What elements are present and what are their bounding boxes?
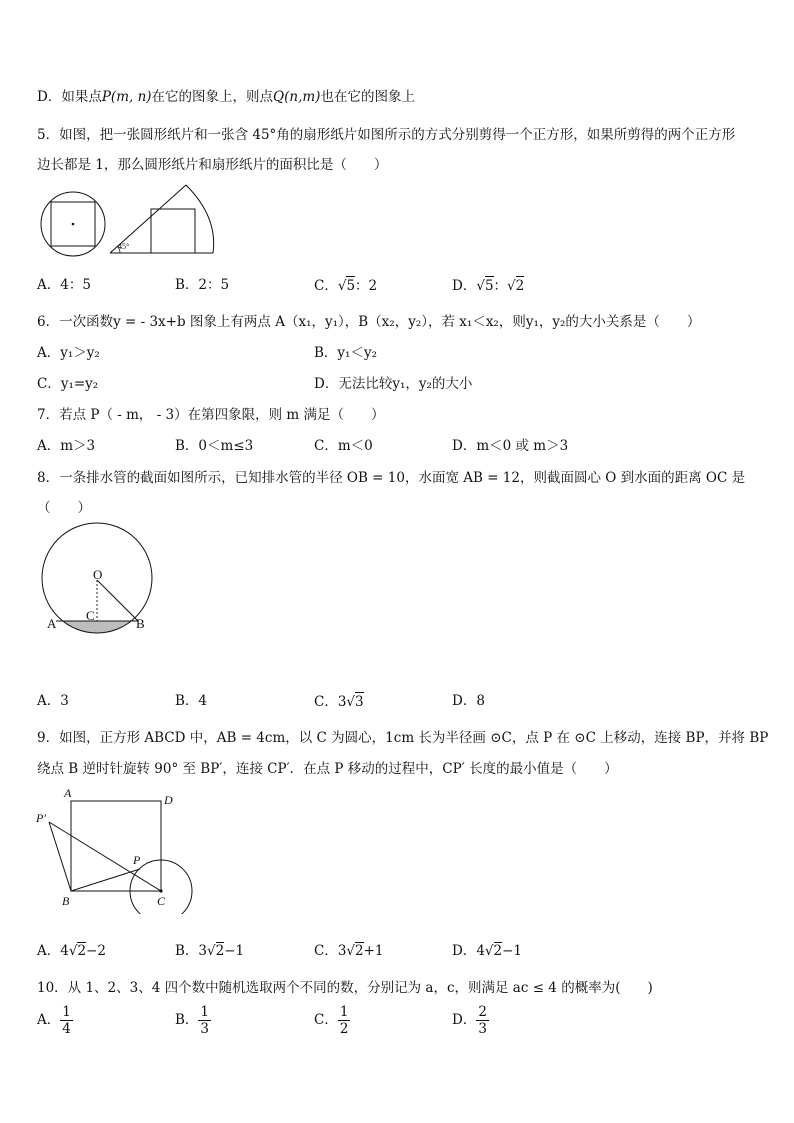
q9a-radicand: 2: [77, 943, 87, 959]
q9-option-b: B．3√2−1: [175, 943, 245, 959]
q10a-numerator: 1: [62, 1004, 71, 1020]
q10-stem: 10．从 1、2、3、4 四个数中随机选取两个不同的数，分别记为 a，c，则满足 ac ≤ 4 的概率为( ): [37, 980, 653, 996]
q4-option-d: [37, 88, 415, 106]
q6-option-c: C．y₁=y₂: [37, 376, 99, 392]
q9c-label: C．3: [314, 943, 347, 959]
q10d-fraction: [476, 1004, 489, 1037]
q5-option-a: A．4：5: [37, 277, 91, 293]
q5d-radicand-1: 5: [484, 278, 494, 294]
q10c-label: C．: [314, 1012, 338, 1028]
q9-stem-line1: 9．如图，正方形 ABCD 中，AB = 4cm，以 C 为圆心，1cm 长为半径画 ⊙C，点 P 在 ⊙C 上移动，连接 BP，并将 BP: [37, 730, 769, 746]
q10b-denominator: 3: [200, 1021, 210, 1037]
q5-option-c: C．√5：2: [314, 278, 378, 294]
q5-stem-line1: 5．如图，把一张圆形纸片和一张含 45°角的扇形纸片如图所示的方式分别剪得一个正方形，如果所剪得的两个正方形: [37, 127, 736, 143]
q9c-radicand: 2: [355, 943, 364, 959]
q9d-label: D．4: [452, 943, 485, 959]
q9c-post: +1: [363, 943, 384, 959]
q8-option-a: A．3: [37, 693, 69, 709]
q9-option-d: D．4√2−1: [452, 943, 523, 959]
q4d-text-a: D．如果点: [37, 89, 102, 105]
q5-stem-line2: 边长都是 1，那么圆形纸片和扇形纸片的面积比是（ ）: [37, 157, 388, 173]
q10b-label: B．: [175, 1012, 199, 1028]
q8-label-b: B: [136, 616, 145, 631]
q9-label-c: C: [157, 894, 166, 908]
q10d-denominator: 3: [478, 1021, 487, 1037]
q5-option-b: B．2：5: [175, 277, 230, 293]
q10c-fraction: [338, 1004, 351, 1037]
q4d-point-p: P: [101, 89, 111, 105]
q10-option-d: [452, 1004, 489, 1037]
q10a-fraction: [60, 1004, 73, 1037]
q10a-denominator: 4: [62, 1021, 71, 1037]
q6-stem: 6．一次函数y = - 3x+b 图象上有两点 A（x₁，y₁），B（x₂，y₂），若 x₁＜x₂，则y₁，y₂的大小关系是（ ）: [37, 314, 701, 330]
q10b-fraction: [198, 1004, 211, 1037]
q7-option-c: C．m＜0: [314, 438, 373, 454]
q9b-radicand: 2: [215, 943, 225, 959]
q9b-post: −1: [224, 943, 245, 959]
q5c-post: ：2: [355, 278, 378, 294]
q8-label-o: O: [93, 567, 103, 582]
q5d-radicand-2: 2: [515, 278, 525, 294]
q5c-label: C．: [314, 278, 338, 294]
q10c-denominator: 2: [339, 1021, 349, 1037]
q8c-radicand: 3: [355, 694, 364, 710]
q9-label-p-prime: P′: [36, 811, 46, 825]
q8-option-b: B．4: [175, 693, 208, 709]
q9-label-a: A: [64, 786, 72, 800]
q9a-label: A．4: [37, 943, 69, 959]
q8-stem-line1: 8．一条排水管的截面如图所示，已知排水管的半径 OB = 10，水面宽 AB = 12，则截面圆心 O 到水面的距离 OC 是: [37, 470, 746, 486]
q9-figure: [34, 782, 196, 914]
q8-figure: [38, 522, 162, 634]
q9-label-p: P: [133, 853, 141, 867]
q4d-coord-q: (n,m): [284, 89, 321, 105]
q9d-post: −1: [502, 943, 523, 959]
q9-label-b: B: [62, 894, 70, 908]
q5d-label: D．: [452, 278, 477, 294]
q4d-text-c: 在它的图象上，则点: [151, 89, 274, 105]
q8-label-a: A: [47, 616, 57, 631]
q8-stem-line2: （ ）: [37, 500, 91, 516]
q8-option-d: D．8: [452, 693, 485, 709]
q6-option-a: A．y₁＞y₂: [37, 345, 100, 361]
q10d-label: D．: [452, 1012, 477, 1028]
q5-angle-label: 45°: [118, 242, 130, 251]
q7-stem: 7．若点 P（ - m， - 3）在第四象限，则 m 满足（ ）: [37, 407, 385, 423]
q7-option-b: B．0＜m≤3: [175, 438, 254, 454]
q5c-radicand: 5: [346, 278, 356, 294]
q7-option-a: A．m＞3: [37, 438, 96, 454]
q9-option-c: C．3√2+1: [314, 943, 384, 959]
q5-figure: [38, 182, 228, 260]
q4d-point-q: Q: [273, 89, 285, 105]
q4d-text-e: 也在它的图象上: [320, 89, 415, 105]
q10c-numerator: 1: [339, 1004, 349, 1020]
q10-option-c: [314, 1004, 350, 1037]
q5-option-d: D．√5：√2: [452, 278, 525, 294]
q8c-label: C．3: [314, 694, 347, 710]
q5d-mid: ：: [493, 278, 508, 294]
q8-option-c: C．3√3: [314, 694, 364, 710]
q9-stem-line2: 绕点 B 逆时针旋转 90° 至 BP′，连接 CP′．在点 P 移动的过程中，CP′ 长度的最小值是（ ）: [37, 761, 618, 777]
q9d-radicand: 2: [493, 943, 503, 959]
q10d-numerator: 2: [478, 1004, 487, 1020]
q6-option-d: D．无法比较y₁，y₂的大小: [314, 376, 473, 392]
q10a-label: A．: [37, 1012, 61, 1028]
q10b-numerator: 1: [200, 1004, 210, 1020]
q8-label-c: C: [86, 608, 95, 623]
q9a-post: −2: [86, 943, 106, 959]
q10-option-b: [175, 1004, 211, 1037]
q7-option-d: D．m＜0 或 m＞3: [452, 438, 569, 454]
q9-option-a: A．4√2−2: [37, 943, 106, 959]
q9b-label: B．3: [175, 943, 208, 959]
q4d-coord-p: (m, n): [110, 89, 152, 105]
q9-label-d: D: [164, 793, 173, 807]
q6-option-b: B．y₁＜y₂: [314, 345, 377, 361]
q10-option-a: [37, 1004, 73, 1037]
